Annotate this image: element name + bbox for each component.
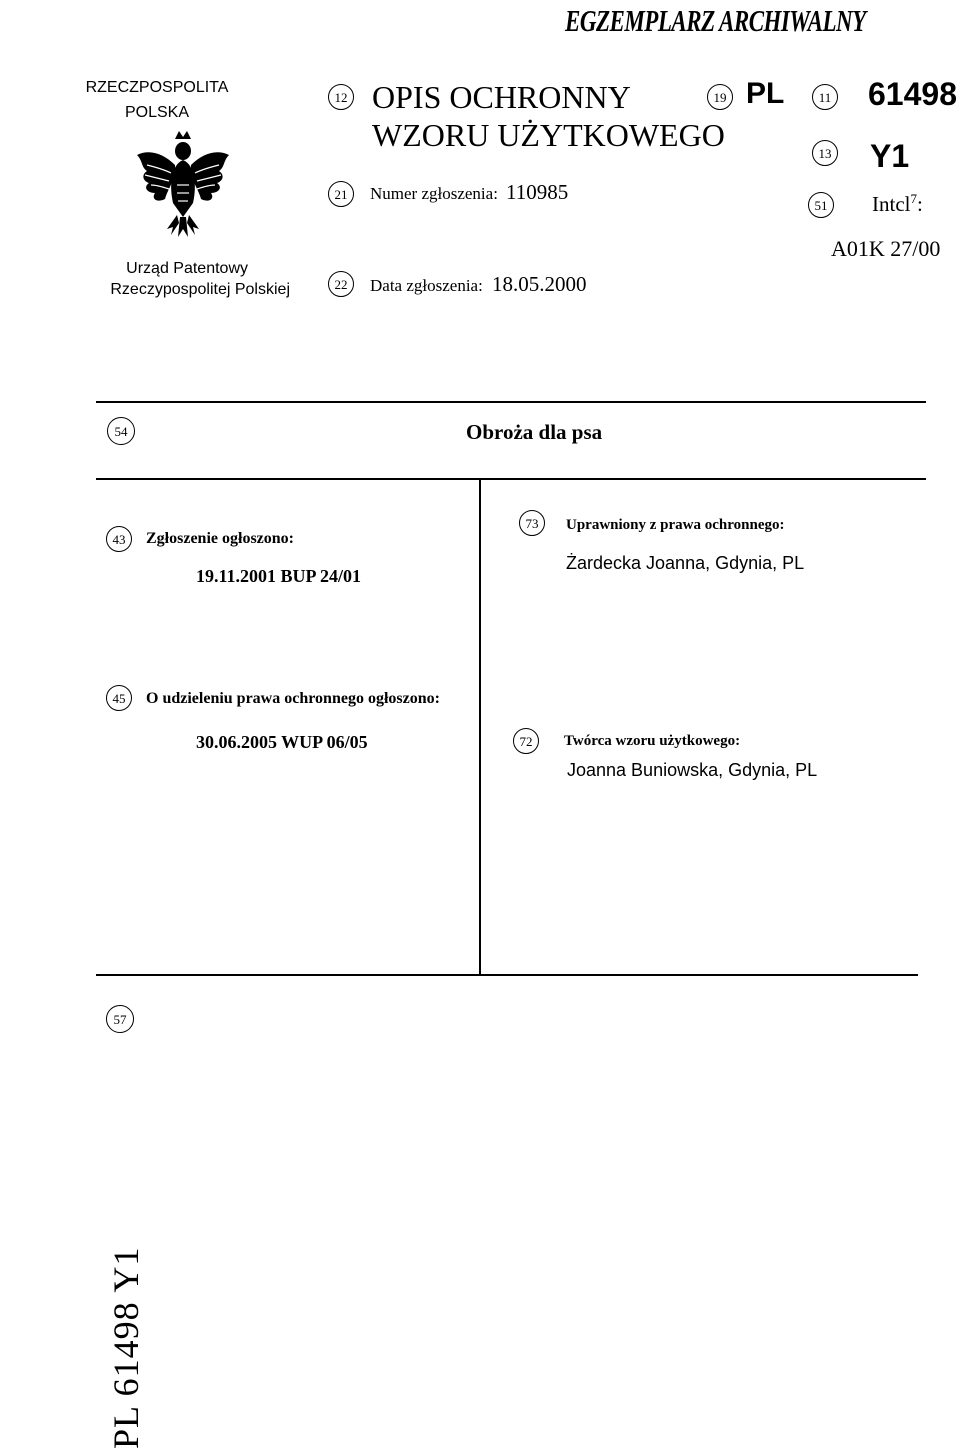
intcl-edition: 7: [910, 191, 917, 206]
inid-code-22: 22: [328, 271, 354, 297]
inid-code-13: 13: [812, 140, 838, 166]
grant-value: 30.06.2005 WUP 06/05: [196, 732, 368, 752]
inid-code-21: 21: [328, 181, 354, 207]
intcl-text: Intcl: [872, 192, 911, 216]
office-line1: Urząd Patentowy: [126, 260, 248, 277]
holder-name: Żardecka Joanna, Gdynia, PL: [566, 553, 805, 573]
title-line2: WZORU UŻYTKOWEGO: [372, 117, 725, 153]
office-line2: Rzeczypospolitej Polskiej: [110, 281, 290, 298]
inid-code-45: 45: [106, 685, 132, 711]
country-name: [0, 75, 300, 125]
country-line1: RZECZPOSPOLITA: [85, 79, 229, 96]
side-document-label: PL 61498 Y1: [106, 1246, 146, 1449]
kind-code: Y1: [870, 138, 910, 174]
creator-name: Joanna Buniowska, Gdynia, PL: [567, 760, 818, 780]
column-divider: [479, 478, 481, 974]
divider-top: [96, 401, 926, 403]
intcl-label: [872, 191, 923, 217]
inid-code-72: 72: [513, 728, 539, 754]
holder-label: Uprawniony z prawa ochronnego:: [566, 517, 785, 533]
inid-code-57: 57: [106, 1005, 134, 1033]
inid-code-54: 54: [107, 417, 135, 445]
inid-code-11: 11: [812, 84, 838, 110]
patent-number: 61498: [868, 76, 957, 112]
country-code: PL: [746, 77, 785, 110]
inid-code-43: 43: [106, 526, 132, 552]
grant-label: O udzieleniu prawa ochronnego ogłoszono:: [146, 690, 440, 707]
publication-value: 19.11.2001 BUP 24/01: [196, 566, 362, 586]
inid-code-12: 12: [328, 84, 354, 110]
divider-title-bottom: [96, 478, 926, 480]
application-date: 18.05.2000: [492, 272, 587, 296]
country-line2: POLSKA: [124, 104, 190, 121]
divider-bottom: [96, 974, 918, 976]
inid-code-19: 19: [707, 84, 733, 110]
inid-code-73: 73: [519, 510, 545, 536]
archive-stamp: EGZEMPLARZ ARCHIWALNY: [565, 4, 866, 38]
application-number-label: Numer zgłoszenia:: [370, 184, 498, 203]
utility-model-title: Obroża dla psa: [466, 420, 603, 444]
inid-code-51: 51: [808, 192, 834, 218]
application-number: 110985: [506, 180, 569, 204]
eagle-emblem-icon: [133, 125, 233, 240]
patent-office: [0, 258, 290, 300]
intcl-colon: :: [916, 192, 923, 216]
application-date-label: Data zgłoszenia:: [370, 276, 483, 295]
creator-label: Twórca wzoru użytkowego:: [564, 733, 741, 749]
title-line1: OPIS OCHRONNY: [372, 79, 631, 115]
publication-label: Zgłoszenie ogłoszono:: [146, 530, 294, 547]
classification-value: A01K 27/00: [831, 236, 941, 261]
document-title: [372, 78, 725, 154]
